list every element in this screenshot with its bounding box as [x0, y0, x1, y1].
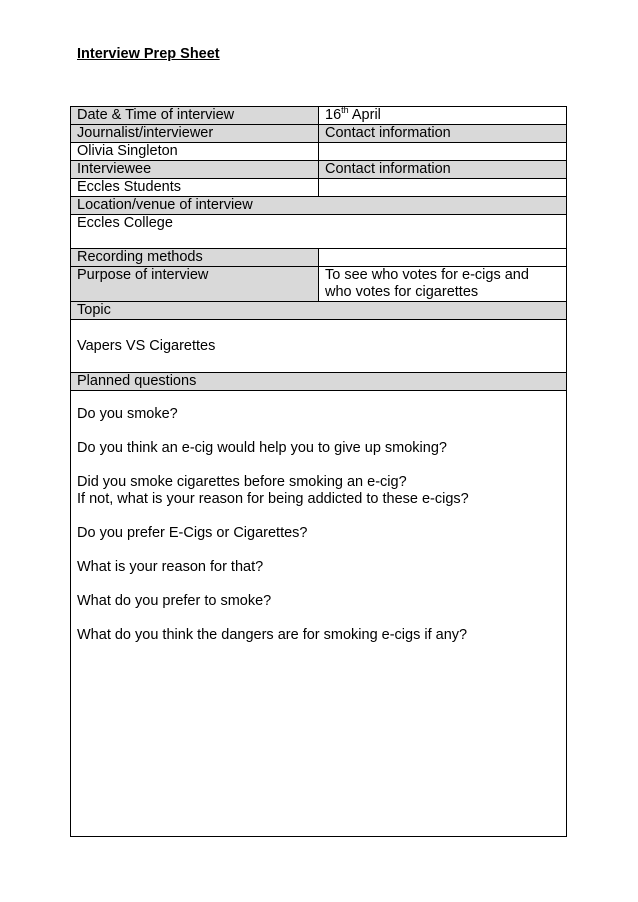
- location-value: Eccles College: [77, 215, 173, 231]
- interviewee-name: Eccles Students: [71, 179, 319, 196]
- interviewee-label: Interviewee: [71, 161, 319, 178]
- interviewee-contact-label: Contact information: [325, 161, 451, 177]
- journalist-contact-value: [319, 143, 566, 160]
- recording-row: [71, 249, 566, 267]
- location-label-row: [71, 197, 566, 215]
- question-item: If not, what is your reason for being addicted to these e-cigs?: [77, 491, 469, 507]
- interviewee-name-row: [71, 179, 566, 197]
- recording-value: [319, 249, 566, 266]
- journalist-row: [71, 125, 566, 143]
- recording-label: Recording methods: [71, 249, 319, 266]
- interviewee-row: [71, 161, 566, 179]
- topic-label: Topic: [77, 302, 111, 318]
- date-time-value: [319, 107, 566, 124]
- prep-sheet-table: [70, 106, 567, 837]
- location-label: Location/venue of interview: [77, 197, 253, 213]
- purpose-line-1: To see who votes for e-cigs and: [325, 267, 529, 283]
- journalist-name-row: [71, 143, 566, 161]
- interviewee-contact-value: [319, 179, 566, 196]
- question-item: What do you prefer to smoke?: [77, 593, 272, 609]
- journalist-label: Journalist/interviewer: [71, 125, 319, 142]
- document-title: Interview Prep Sheet: [77, 46, 220, 62]
- date-suffix: th: [341, 105, 349, 116]
- date-month: April: [348, 107, 381, 123]
- purpose-row: [71, 267, 566, 302]
- topic-label-row: [71, 302, 566, 320]
- purpose-label: Purpose of interview: [71, 267, 319, 301]
- purpose-value: [319, 267, 566, 301]
- topic-value-row: [71, 320, 566, 373]
- question-item: Did you smoke cigarettes before smoking an e-cig?: [77, 474, 407, 490]
- question-item: What do you think the dangers are for smoking e-cigs if any?: [77, 627, 468, 643]
- question-item: Do you smoke?: [77, 406, 178, 422]
- date-day: 16: [325, 107, 342, 123]
- location-value-row: [71, 215, 566, 249]
- question-item: Do you think an e-cig would help you to give up smoking?: [77, 440, 447, 456]
- topic-value: Vapers VS Cigarettes: [77, 338, 216, 354]
- question-item: Do you prefer E-Cigs or Cigarettes?: [77, 525, 308, 541]
- questions-label-row: [71, 373, 566, 391]
- journalist-name: Olivia Singleton: [71, 143, 319, 160]
- purpose-line-2: who votes for cigarettes: [325, 284, 479, 300]
- journalist-contact-label: Contact information: [325, 125, 451, 141]
- questions-label: Planned questions: [77, 373, 197, 389]
- question-item: What is your reason for that?: [77, 559, 264, 575]
- date-time-row: [71, 107, 566, 125]
- date-time-label: Date & Time of interview: [71, 107, 319, 124]
